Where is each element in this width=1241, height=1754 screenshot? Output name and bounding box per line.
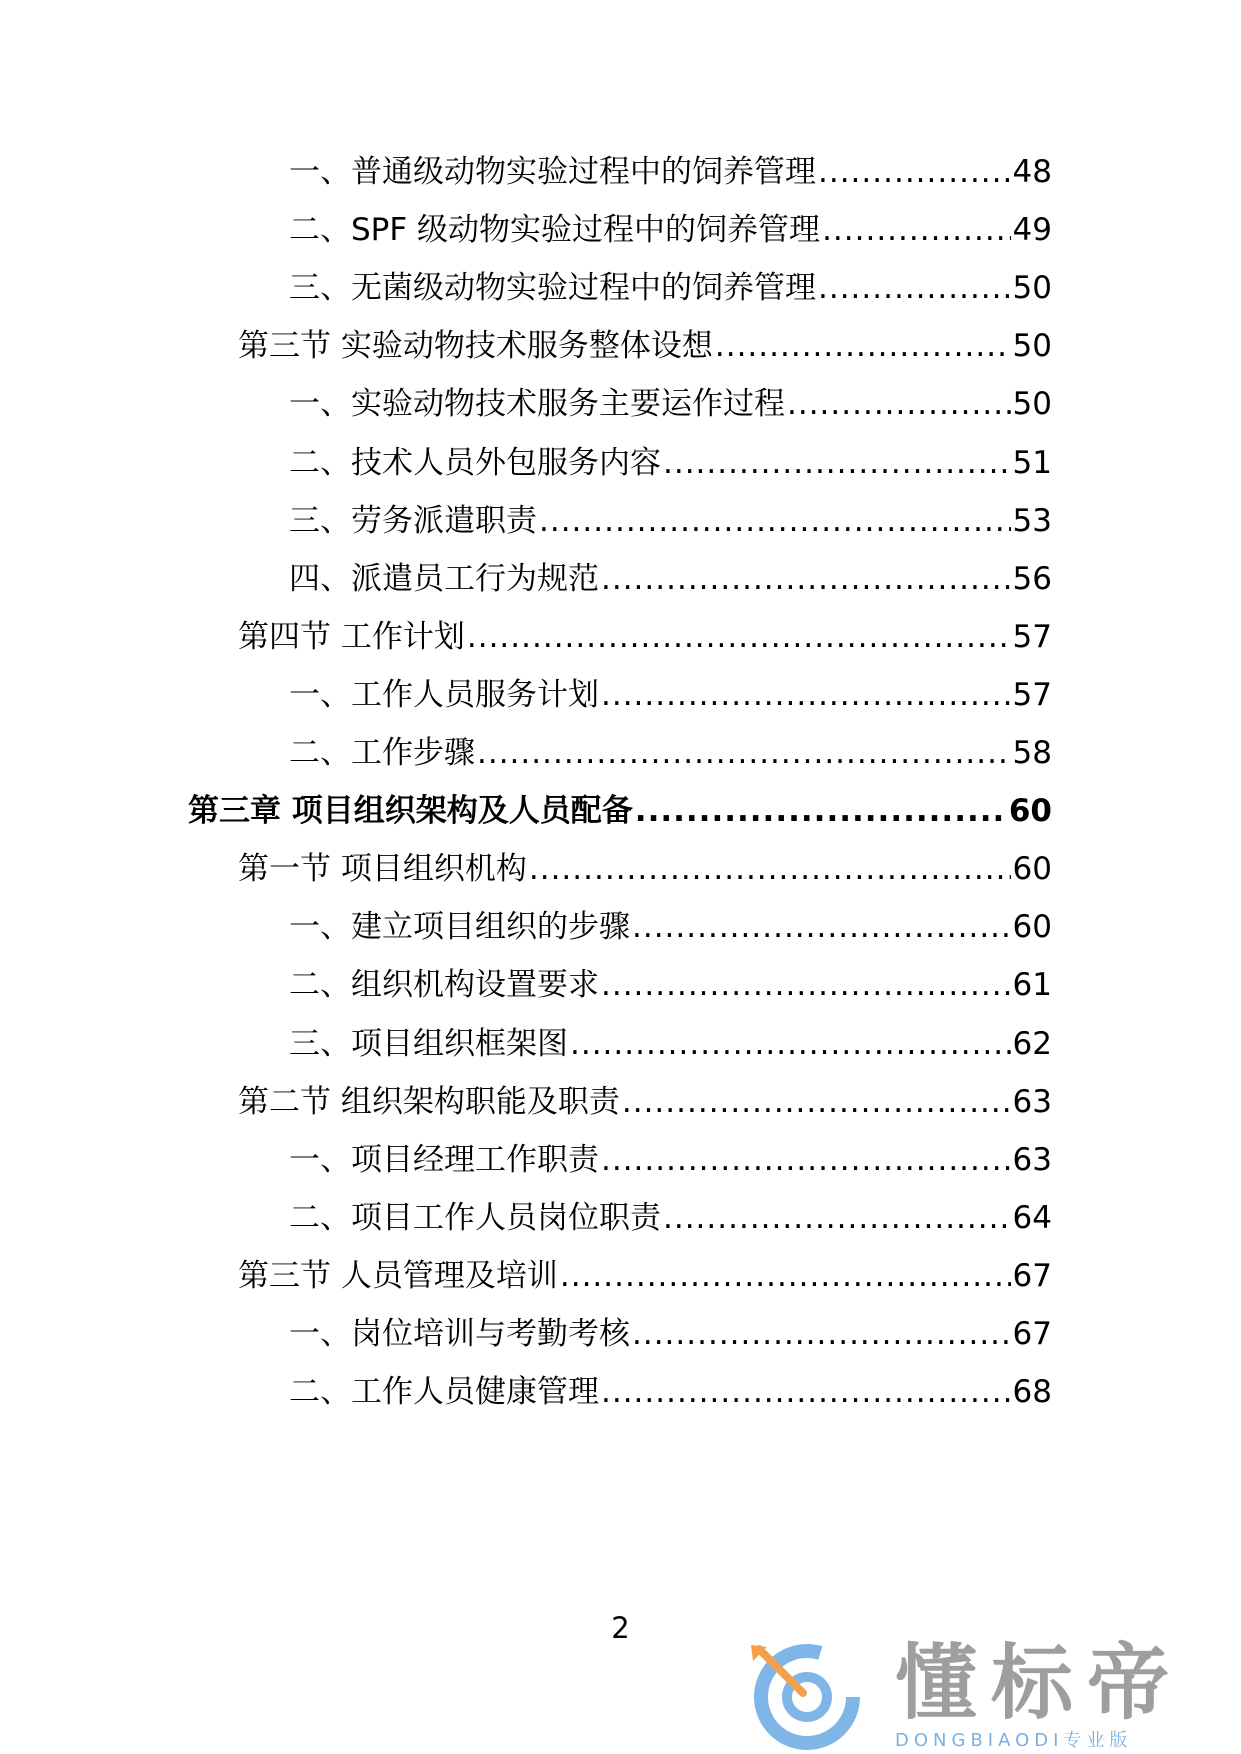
toc-entry-title: 二、技术人员外包服务内容 (289, 444, 661, 481)
toc-entry-page: 61 (1012, 967, 1052, 1004)
toc-entry[interactable] (289, 1024, 1052, 1064)
toc-dot-leader (570, 1024, 1011, 1064)
toc-entry[interactable] (289, 965, 1052, 1005)
toc-entry-page: 50 (1012, 328, 1052, 365)
toc-entry-title: 一、实验动物技术服务主要运作过程 (289, 386, 785, 423)
toc-dot-leader (632, 1314, 1011, 1354)
toc-entry-page: 51 (1012, 444, 1052, 481)
toc-entry-title: 第三节 实验动物技术服务整体设想 (238, 328, 713, 365)
toc-entry-page: 67 (1012, 1316, 1052, 1352)
toc-entry-page: 60 (1012, 909, 1052, 946)
toc-entry-title: 四、派遣员工行为规范 (289, 560, 599, 597)
toc-dot-leader (601, 559, 1011, 599)
toc-entry-title: 一、普通级动物实验过程中的饲养管理 (289, 154, 816, 190)
watermark (745, 1635, 1215, 1754)
toc-dot-leader (622, 1082, 1011, 1122)
toc-entry[interactable] (238, 849, 1052, 889)
toc-dot-leader (715, 326, 1011, 366)
toc-entry-page: 57 (1012, 618, 1052, 655)
toc-entry-page: 56 (1012, 560, 1052, 597)
toc-entry-page: 50 (1012, 386, 1052, 423)
toc-dot-leader (635, 791, 1007, 831)
toc-entry-page: 48 (1012, 154, 1052, 190)
toc-entry-page: 50 (1012, 270, 1052, 307)
toc-dot-leader (467, 617, 1011, 657)
toc-entry-title: 二、工作人员健康管理 (289, 1374, 599, 1411)
watermark-brand: 懂标帝 (895, 1636, 1184, 1731)
toc-entry-title: 一、项目经理工作职责 (289, 1141, 599, 1178)
toc-entry[interactable] (289, 907, 1052, 947)
toc-entry[interactable] (289, 675, 1052, 715)
toc-entry-title: 二、项目工作人员岗位职责 (289, 1199, 661, 1236)
toc-entry-title: 二、SPF 级动物实验过程中的饲养管理 (289, 212, 821, 249)
toc-dot-leader (601, 675, 1011, 715)
toc-entry[interactable] (289, 501, 1052, 541)
toc-entry-page: 62 (1012, 1025, 1052, 1062)
toc-entry-page: 57 (1012, 676, 1052, 713)
toc-entry-title: 三、项目组织框架图 (289, 1025, 568, 1062)
toc-entry[interactable] (188, 791, 1052, 831)
watermark-subtitle: DONGBIAODI专业版 (895, 1730, 1133, 1751)
toc-entry-page: 49 (1012, 212, 1052, 249)
toc-entry-title: 一、工作人员服务计划 (289, 676, 599, 713)
toc-entry-title: 第四节 工作计划 (238, 618, 465, 655)
toc-dot-leader (663, 443, 1011, 483)
toc-entry[interactable] (289, 152, 1052, 192)
toc-entry[interactable] (238, 617, 1052, 657)
toc-entry-title: 一、建立项目组织的步骤 (289, 909, 630, 946)
toc-entry[interactable] (289, 210, 1052, 250)
toc-dot-leader (601, 1140, 1011, 1180)
toc-entry[interactable] (289, 1140, 1052, 1180)
toc-entry-page: 67 (1012, 1257, 1052, 1294)
toc-entry-page: 53 (1012, 502, 1052, 539)
toc-entry[interactable] (238, 1082, 1052, 1122)
toc-dot-leader (560, 1256, 1011, 1296)
toc-entry-title: 三、劳务派遣职责 (289, 502, 537, 539)
toc-entry-title: 第三节 人员管理及培训 (238, 1257, 558, 1294)
toc-entry-page: 68 (1012, 1374, 1052, 1411)
toc-dot-leader (477, 733, 1011, 773)
toc-entry-title: 三、无菌级动物实验过程中的饲养管理 (289, 270, 816, 307)
toc-entry-title: 一、岗位培训与考勤考核 (289, 1316, 630, 1352)
toc-entry-title: 二、组织机构设置要求 (289, 967, 599, 1004)
toc-entry-page: 60 (1008, 793, 1052, 830)
toc-dot-leader (818, 268, 1011, 308)
toc-dot-leader (601, 1372, 1011, 1412)
toc-dot-leader (529, 849, 1011, 889)
toc-entry[interactable] (289, 733, 1052, 773)
toc-entry-page: 63 (1012, 1083, 1052, 1120)
toc-entry-page: 58 (1012, 735, 1052, 771)
toc-entry[interactable] (289, 384, 1052, 424)
toc-entry-title: 第三章 项目组织架构及人员配备 (188, 793, 633, 830)
toc-entry[interactable] (289, 1198, 1052, 1238)
target-arrow-logo-icon (745, 1639, 865, 1751)
toc-entry[interactable] (289, 1314, 1052, 1354)
toc-entry-page: 64 (1012, 1199, 1052, 1236)
toc-dot-leader (663, 1198, 1011, 1238)
toc-dot-leader (787, 384, 1011, 424)
toc-entry-page: 63 (1012, 1141, 1052, 1178)
toc-entry-title: 二、工作步骤 (289, 735, 475, 771)
toc-entry[interactable] (238, 326, 1052, 366)
toc-entry[interactable] (289, 443, 1052, 483)
toc-dot-leader (822, 210, 1010, 250)
toc-entry-title: 第一节 项目组织机构 (238, 851, 527, 888)
page-number: 2 (611, 1611, 630, 1645)
toc-entry[interactable] (238, 1256, 1052, 1296)
toc-entry[interactable] (289, 559, 1052, 599)
toc-dot-leader (539, 501, 1011, 541)
toc-entry[interactable] (289, 268, 1052, 308)
toc-dot-leader (818, 152, 1011, 192)
toc-entry[interactable] (289, 1372, 1052, 1412)
toc-dot-leader (601, 965, 1011, 1005)
toc-entry-title: 第二节 组织架构职能及职责 (238, 1083, 620, 1120)
toc-entry-page: 60 (1012, 851, 1052, 888)
toc-dot-leader (632, 907, 1011, 947)
